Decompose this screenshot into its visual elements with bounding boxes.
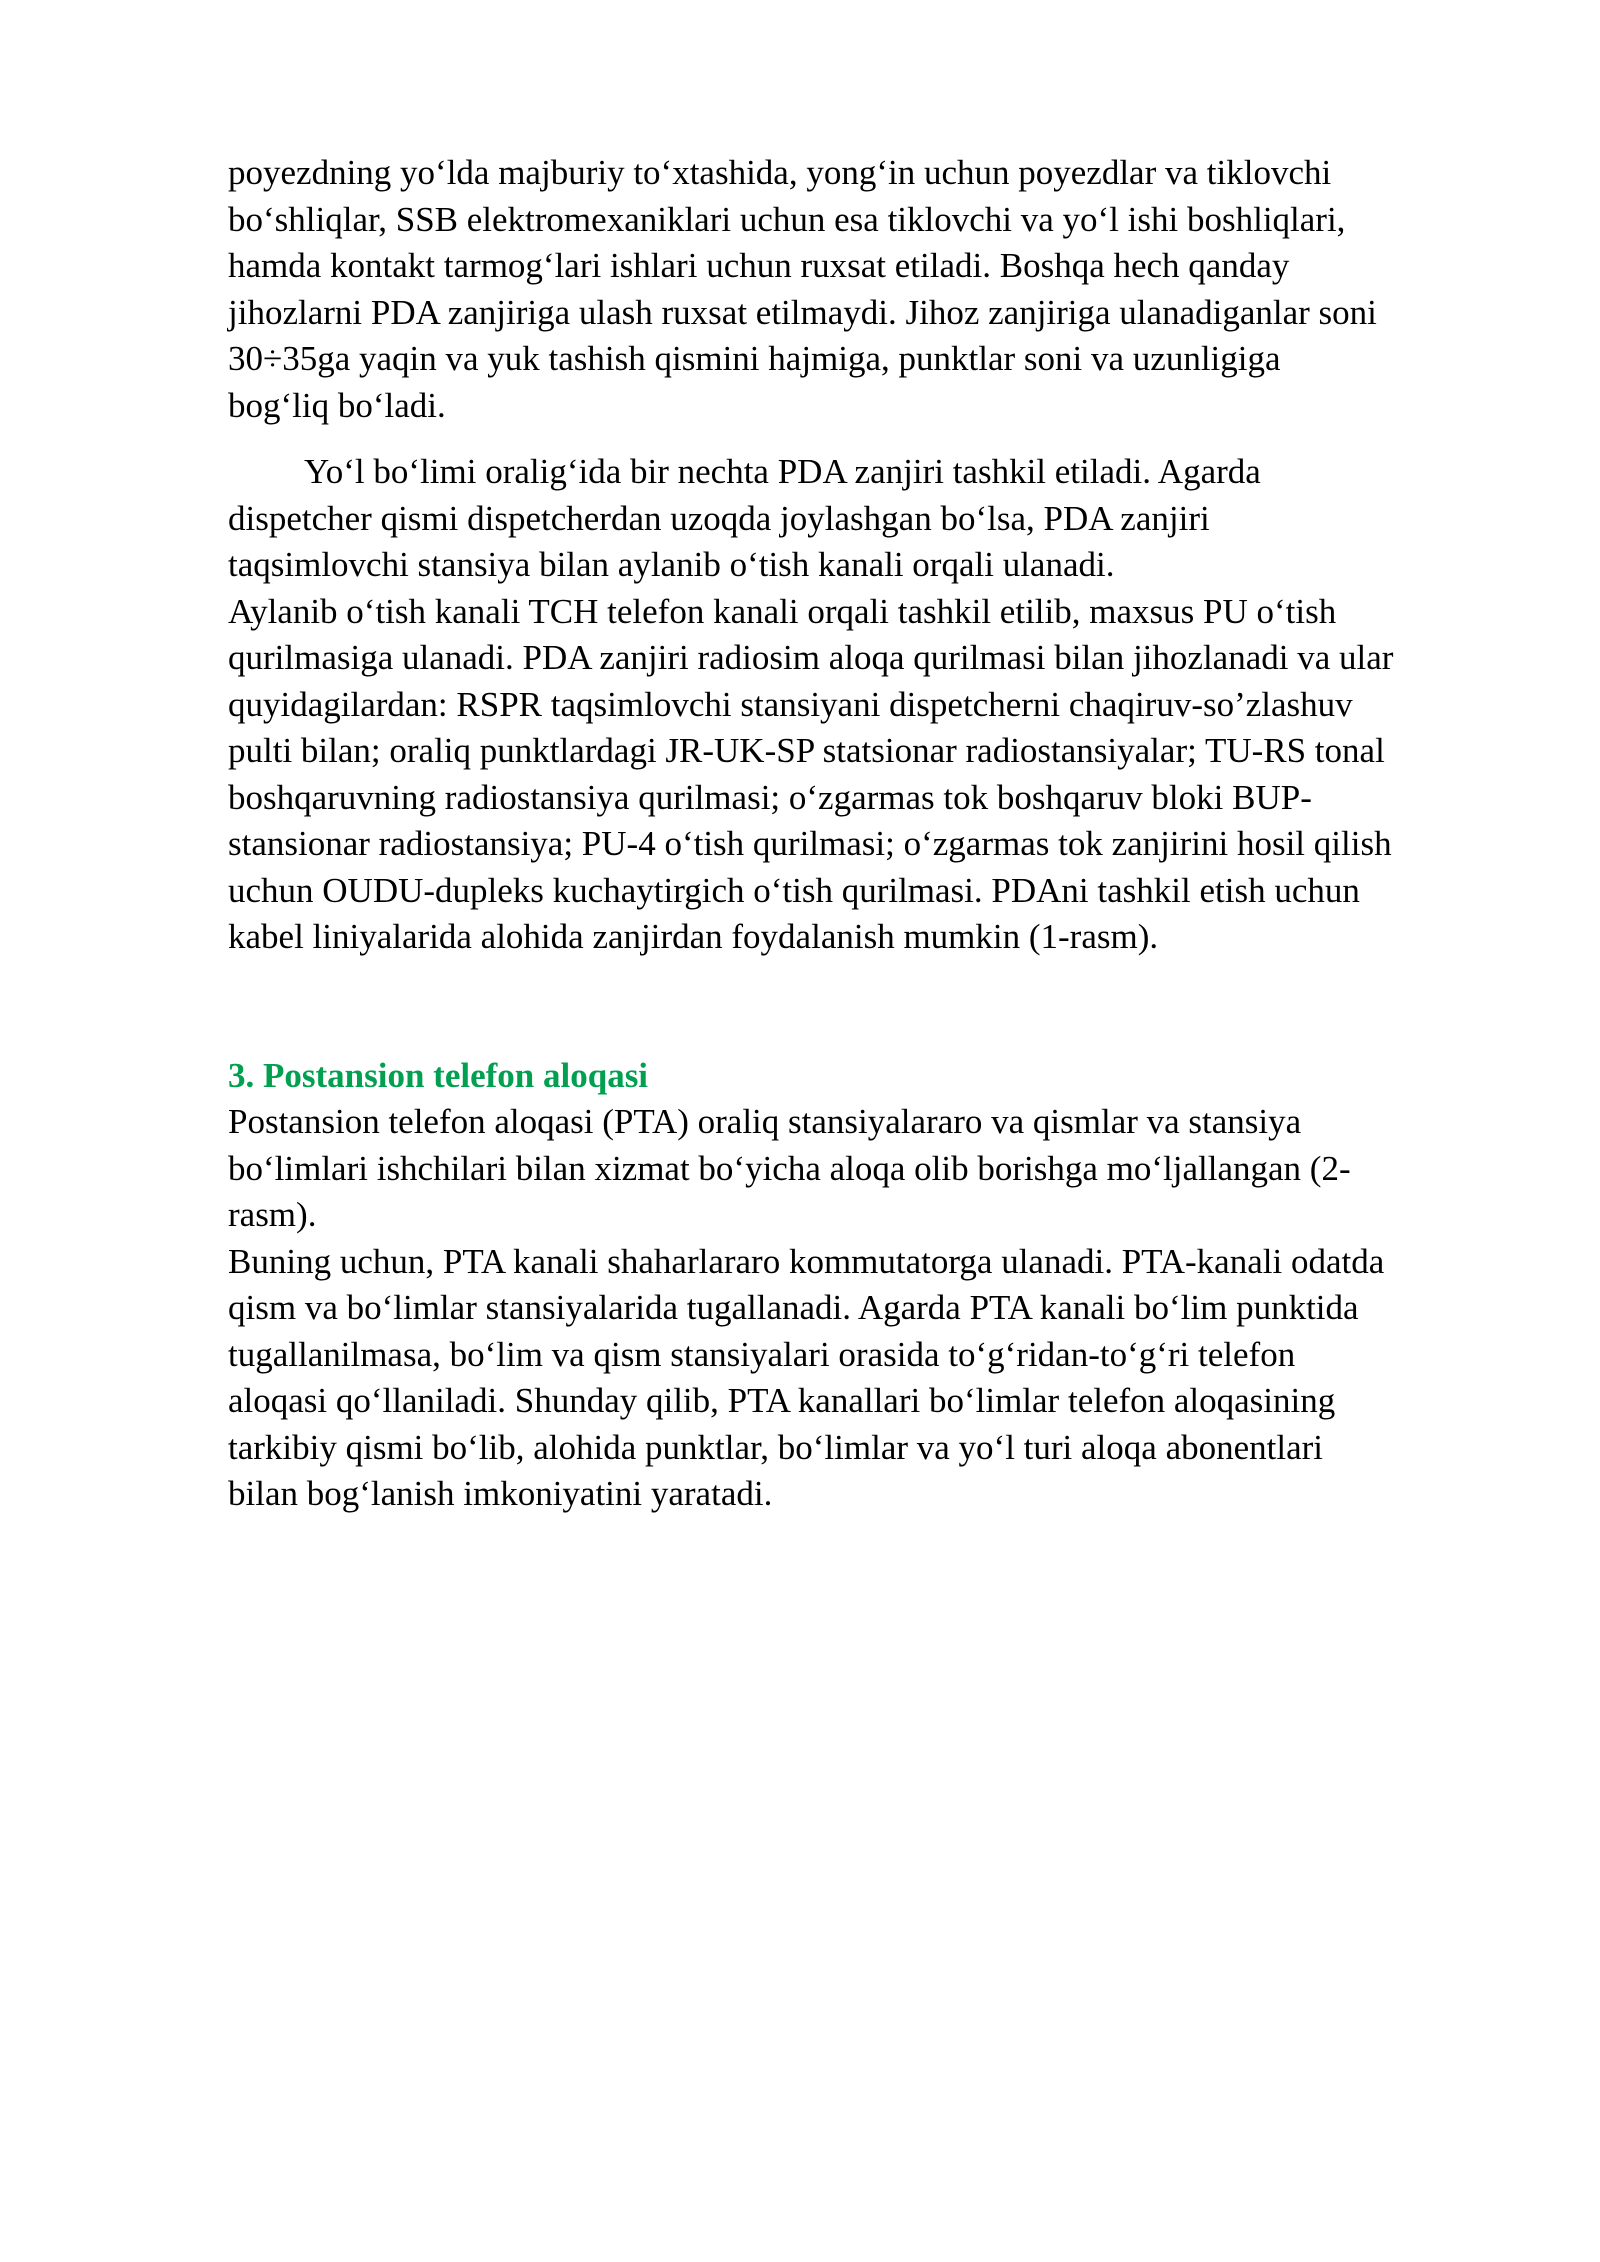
text-line: tarkibiy qismi bo‘lib, alohida punktlar, bo‘limlar va yo‘l turi aloqa abonentlari [228, 1427, 1323, 1467]
text-line: qurilmasiga ulanadi. PDA zanjiri radiosim aloqa qurilmasi bilan jihozlanadi va ular [228, 638, 1394, 677]
text-line: quyidagilardan: RSPR taqsimlovchi stansiyani dispetcherni chaqiruv-so’zlashuv [228, 684, 1353, 724]
text-line: taqsimlovchi stansiya bilan aylanib o‘tish kanali orqali ulanadi. [228, 545, 1115, 584]
text-line: bilan bog‘lanish imkoniyatini yaratadi. [228, 1474, 773, 1513]
text-line: Buning uchun, PTA kanali shaharlararo kommutatorga ulanadi. PTA-kanali odatda [228, 1241, 1385, 1281]
text-line: stansionar radiostansiya; PU-4 o‘tish qurilmasi; o‘zgarmas tok zanjirini hosil qilish [228, 824, 1392, 863]
text-line: boshqaruvning radiostansiya qurilmasi; o‘zgarmas tok boshqaruv bloki BUP- [228, 777, 1312, 817]
document-page [228, 150, 1490, 1518]
text-line: hamda kontakt tarmog‘lari ishlari uchun ruxsat etiladi. Boshqa hech qanday [228, 246, 1290, 285]
text-line: bo‘shliqlar, SSB elektromexaniklari uchun esa tiklovchi va yo‘l ishi boshliqlari, [228, 199, 1346, 239]
text-line: Postansion telefon aloqasi (PTA) oraliq stansiyalararo va qismlar va stansiya [228, 1102, 1302, 1141]
text-line: uchun OUDU-dupleks kuchaytirgich o‘tish qurilmasi. PDAni tashkil etish uchun [228, 870, 1360, 910]
paragraph-pda-chains [228, 449, 1490, 961]
text-line: Yo‘l bo‘limi oralig‘ida bir nechta PDA zanjiri tashkil etiladi. Agarda [304, 452, 1261, 491]
text-line: tugallanilmasa, bo‘lim va qism stansiyalari orasida to‘g‘ridan-to‘g‘ri telefon [228, 1334, 1296, 1374]
text-line: bog‘liq bo‘ladi. [228, 385, 446, 425]
text-line: jihozlarni PDA zanjiriga ulash ruxsat etilmaydi. Jihoz zanjiriga ulanadiganlar soni [228, 292, 1377, 332]
text-line: qism va bo‘limlar stansiyalarida tugallanadi. Agarda PTA kanali bo‘lim punktida [228, 1288, 1359, 1327]
text-line: pulti bilan; oraliq punktlardagi JR-UK-SP statsionar radiostansiyalar; TU-RS tonal [228, 731, 1385, 770]
paragraph-spacer [228, 429, 1490, 449]
section-spacer [228, 961, 1490, 1053]
text-line: rasm). [228, 1195, 317, 1234]
text-line: bo‘limlari ishchilari bilan xizmat bo‘yicha aloqa olib borishga mo‘ljallangan (2- [228, 1148, 1351, 1188]
paragraph-pta [228, 1099, 1490, 1518]
text-line: kabel liniyalarida alohida zanjirdan foydalanish mumkin (1-rasm). [228, 917, 1159, 956]
section-heading: 3. Postansion telefon aloqasi [228, 1055, 649, 1095]
text-line: Aylanib o‘tish kanali TCH telefon kanali orqali tashkil etilib, maxsus PU o‘tish [228, 591, 1337, 631]
text-line: dispetcher qismi dispetcherdan uzoqda joylashgan bo‘lsa, PDA zanjiri [228, 498, 1210, 538]
text-line: aloqasi qo‘llaniladi. Shunday qilib, PTA kanallari bo‘limlar telefon aloqasining [228, 1381, 1336, 1420]
text-line: 30÷35ga yaqin va yuk tashish qismini hajmiga, punktlar soni va uzunligiga [228, 339, 1281, 378]
text-line: poyezdning yo‘lda majburiy to‘xtashida, yong‘in uchun poyezdlar va tiklovchi [228, 153, 1332, 192]
paragraph-pda-connection [228, 150, 1490, 429]
